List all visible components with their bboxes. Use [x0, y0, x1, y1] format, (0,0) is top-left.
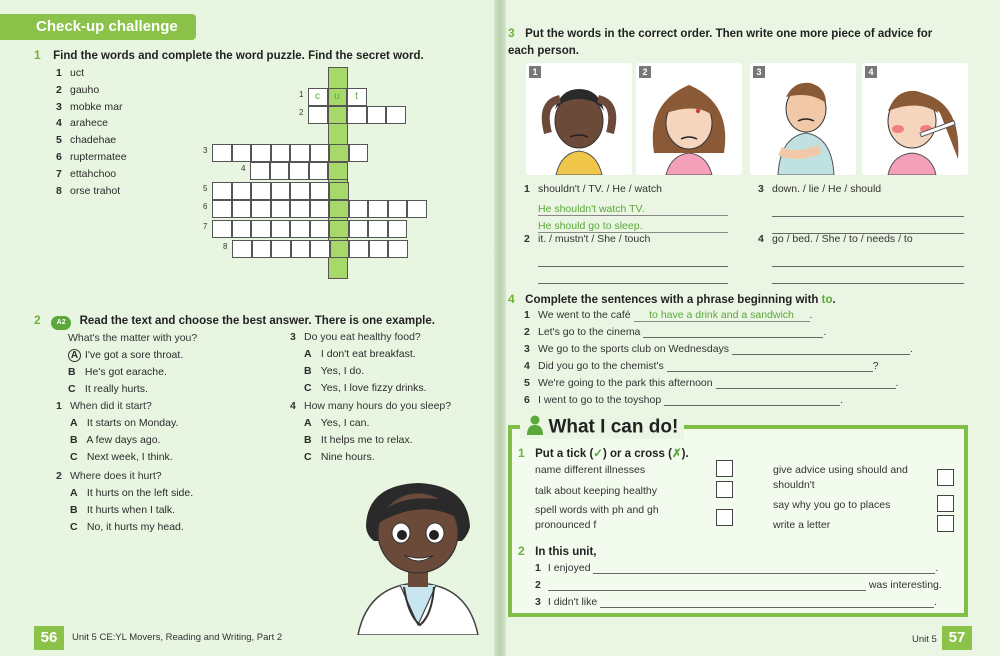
list-item: 8 orse trahot	[56, 184, 121, 197]
crossword-clue-number: 5	[203, 184, 208, 193]
list-item: 1 We went to the café to have a drink and a sandwich .	[524, 309, 813, 321]
crossword-answer-letter: t	[355, 91, 358, 102]
reflection-lines	[535, 562, 955, 613]
option: B It helps me to relax.	[304, 434, 413, 446]
crossword-cell[interactable]	[310, 144, 330, 162]
crossword-cell[interactable]	[367, 106, 387, 124]
crossword-cell[interactable]	[271, 220, 291, 238]
list-item: 1 uct	[56, 67, 85, 79]
crossword-cell[interactable]	[349, 240, 369, 258]
crossword-cell[interactable]	[291, 240, 311, 258]
answer-line[interactable]: He shouldn't watch TV.	[538, 203, 728, 216]
crossword-cell[interactable]	[369, 240, 389, 258]
answer-line[interactable]: to have a drink and a sandwich	[634, 309, 810, 322]
can-do-skill: give advice using should and shouldn't	[773, 464, 908, 491]
crossword-cell[interactable]	[212, 200, 232, 218]
list-item: 3 mobke mar	[56, 100, 123, 113]
option: B A few days ago.	[70, 434, 161, 446]
crossword-cell[interactable]	[330, 240, 350, 258]
skill-checkbox[interactable]	[937, 515, 954, 532]
doctor-illustration	[338, 475, 498, 635]
exercise-3-heading	[508, 25, 948, 59]
exam-badge: A2	[51, 316, 71, 330]
option: A I've got a sore throat.	[68, 349, 278, 366]
answer-line[interactable]	[538, 272, 728, 284]
exercise-instruction: Complete the sentences with a phrase beginning with to.	[525, 294, 836, 306]
list-item: 4 arahece	[56, 117, 108, 130]
crossword-clue-number: 6	[203, 202, 208, 211]
crossword-cell[interactable]	[251, 220, 271, 238]
page-number: 57	[942, 626, 972, 650]
list-item: 5 chadehae	[56, 134, 117, 147]
ex4-sentences	[524, 309, 964, 411]
list-item: 2 gauho	[56, 83, 100, 96]
crossword-cell[interactable]	[347, 106, 367, 124]
option: B He's got earache.	[68, 366, 167, 378]
crossword-cell[interactable]	[349, 200, 369, 218]
option: C Next week, I think.	[70, 451, 173, 463]
question-1: 1 When did it start? A It starts on Monday. B A few days ago. C Next week, I think.	[56, 400, 276, 468]
crossword-cell[interactable]	[270, 162, 290, 180]
crossword-clue-number: 1	[299, 90, 304, 99]
crossword-cell[interactable]	[328, 162, 348, 180]
crossword-clue-number: 7	[203, 222, 208, 231]
example-question: What's the matter with you? A I've got a sore throat. B He's got earache. C It really hurts.	[68, 332, 278, 400]
footer-unit: Unit 5	[912, 634, 937, 645]
can-do-part-2: 2 In this unit,	[518, 544, 597, 558]
tick-icon: ✓	[593, 448, 603, 460]
option: B It hurts when I talk.	[70, 504, 176, 516]
option: A Yes, I can.	[304, 417, 370, 429]
skill-checkbox[interactable]	[716, 460, 733, 477]
crossword-cell[interactable]	[232, 144, 252, 162]
ex3-item-4: 4 go / bed. / She / to / needs / to	[758, 233, 978, 283]
option: A It hurts on the left side.	[70, 487, 194, 499]
list-item: 6 I went to go to the toyshop .	[524, 394, 844, 406]
crossword-cell[interactable]	[329, 200, 349, 218]
crossword-cell[interactable]	[251, 200, 271, 218]
option: C Nine hours.	[304, 451, 375, 463]
can-do-skill: talk about keeping healthy	[535, 485, 658, 497]
option: A It starts on Monday.	[70, 417, 179, 429]
crossword-cell[interactable]	[308, 106, 328, 124]
question-2: 2 Where does it hurt? A It hurts on the left side. B It hurts when I talk. C No, it hurts my head.	[56, 470, 276, 538]
list-item: 2 Let's go to the cinema .	[524, 326, 827, 338]
crossword-cell[interactable]	[271, 144, 291, 162]
skill-checkbox[interactable]	[716, 509, 733, 526]
can-do-skill: spell words with ph and gh pronounced f	[535, 504, 659, 531]
crossword-cell[interactable]	[386, 106, 406, 124]
exercise-number: 1	[34, 48, 41, 62]
footer-text: Unit 5 CE:YL Movers, Reading and Writing, Part 2	[72, 632, 283, 643]
answer-line[interactable]	[667, 361, 873, 372]
crossword-clue-number: 3	[203, 146, 208, 155]
crossword-cell[interactable]	[251, 182, 271, 200]
crossword-cell[interactable]	[289, 162, 309, 180]
crossword-cell[interactable]	[252, 240, 272, 258]
answer-line[interactable]	[716, 378, 896, 389]
crossword-cell[interactable]	[232, 220, 252, 238]
crossword-cell[interactable]	[290, 220, 310, 238]
skill-checkbox[interactable]	[716, 481, 733, 498]
answer-line[interactable]	[548, 580, 866, 591]
picture-boy-stomach-ache: 3	[750, 63, 856, 175]
picture-girl-spot: 2	[636, 63, 742, 175]
option: C No, it hurts my head.	[70, 521, 184, 533]
crossword-cell[interactable]	[329, 144, 349, 162]
crossword-cell[interactable]	[329, 182, 349, 200]
list-item: 3 We go to the sports club on Wednesdays .	[524, 343, 913, 355]
crossword-cell[interactable]	[212, 220, 232, 238]
question-3: 3 Do you eat healthy food? A I don't eat breakfast. B Yes, I do. C Yes, I love fizzy drinks.	[290, 331, 490, 399]
can-do-skill: write a letter	[773, 519, 831, 531]
crossword-cell[interactable]	[310, 240, 330, 258]
list-item: 3 I didn't like .	[535, 596, 938, 608]
crossword-puzzle	[0, 0, 500, 290]
crossword-cell[interactable]	[349, 144, 369, 162]
crossword-cell[interactable]	[212, 144, 232, 162]
crossword-cell[interactable]	[310, 220, 330, 238]
crossword-cell[interactable]	[250, 162, 270, 180]
crossword-answer-letter: u	[334, 91, 340, 102]
crossword-cell[interactable]	[328, 106, 348, 124]
crossword-cell[interactable]	[251, 144, 271, 162]
crossword-cell[interactable]	[329, 220, 349, 238]
exercise-instruction: Read the text and choose the best answer. There is one example.	[79, 315, 435, 327]
ex3-item-1: 1 shouldn't / TV. / He / watch He shouldn't watch TV. He should go to sleep.	[524, 183, 744, 233]
can-do-title: What I can do!	[520, 415, 684, 439]
crossword-cell[interactable]	[309, 162, 329, 180]
skill-checkbox[interactable]	[937, 495, 954, 512]
answer-line[interactable]	[593, 563, 935, 574]
crossword-cell[interactable]	[388, 240, 408, 258]
crossword-cell[interactable]	[310, 182, 330, 200]
picture-girl-temperature: 4	[862, 63, 968, 175]
answer-line[interactable]: He should go to sleep.	[538, 220, 728, 233]
cross-icon: ✗	[671, 448, 682, 460]
answer-line[interactable]	[772, 272, 964, 284]
crossword-cell[interactable]	[232, 200, 252, 218]
exercise-instruction: Find the words and complete the word puzzle. Find the secret word.	[53, 50, 424, 62]
crossword-cell[interactable]	[407, 200, 427, 218]
exercise-number: 4	[508, 292, 515, 306]
option: C It really hurts.	[68, 383, 148, 395]
crossword-cell[interactable]	[368, 200, 388, 218]
answer-line[interactable]	[643, 327, 823, 338]
skill-checkbox[interactable]	[937, 469, 954, 486]
crossword-cell[interactable]	[271, 240, 291, 258]
option: A I don't eat breakfast.	[304, 348, 416, 360]
crossword-cell[interactable]	[349, 220, 369, 238]
crossword-answer-letter: c	[315, 91, 320, 102]
exercise-number: 3	[508, 26, 515, 40]
exercise-instruction: Put the words in the correct order. Then write one more piece of advice for each person.	[508, 28, 933, 57]
crossword-cell[interactable]	[271, 200, 291, 218]
crossword-cell[interactable]	[310, 200, 330, 218]
list-item: 7 ettahchoo	[56, 167, 117, 180]
answer-line[interactable]	[664, 395, 840, 406]
list-item: 6 ruptermatee	[56, 150, 127, 163]
exercise-4-heading	[508, 290, 836, 308]
list-item: 2 was interesting.	[535, 579, 942, 591]
ex3-item-3: 3 down. / lie / He / should	[758, 183, 978, 233]
can-do-part-1: 1 Put a tick (✓) or a cross (✗).	[518, 446, 689, 460]
section-banner: Check-up challenge	[0, 14, 196, 40]
answer-line[interactable]	[600, 597, 934, 608]
ex3-item-2: 2 it. / mustn't / She / touch	[524, 233, 744, 283]
can-do-skill: name different illnesses	[535, 464, 646, 476]
crossword-clue-number: 8	[223, 242, 228, 251]
list-item: 5 We're going to the park this afternoon .	[524, 377, 899, 389]
exercise-2-heading	[34, 311, 435, 330]
crossword-cell[interactable]	[290, 182, 310, 200]
exercise-number: 2	[34, 313, 41, 327]
option: B Yes, I do.	[304, 365, 365, 377]
crossword-cell[interactable]	[232, 240, 252, 258]
crossword-cell[interactable]	[388, 200, 408, 218]
answer-line[interactable]	[732, 344, 910, 355]
page-number: 56	[34, 626, 64, 650]
crossword-clue-number: 2	[299, 108, 304, 117]
crossword-cell[interactable]	[290, 200, 310, 218]
crossword-cell[interactable]	[271, 182, 291, 200]
crossword-clue-number: 4	[241, 164, 246, 173]
crossword-cell[interactable]	[232, 182, 252, 200]
picture-boy-headache: 1	[526, 63, 632, 175]
crossword-cell[interactable]	[388, 220, 408, 238]
can-do-skill: say why you go to places	[773, 499, 891, 511]
crossword-cell[interactable]	[290, 144, 310, 162]
person-icon	[526, 415, 544, 440]
option: C Yes, I love fizzy drinks.	[304, 382, 427, 394]
crossword-cell[interactable]	[368, 220, 388, 238]
crossword-cell[interactable]	[212, 182, 232, 200]
list-item: 1 I enjoyed .	[535, 562, 939, 574]
list-item: 4 Did you go to the chemist's ?	[524, 360, 879, 372]
question-4: 4 How many hours do you sleep? A Yes, I can. B It helps me to relax. C Nine hours.	[290, 400, 490, 468]
